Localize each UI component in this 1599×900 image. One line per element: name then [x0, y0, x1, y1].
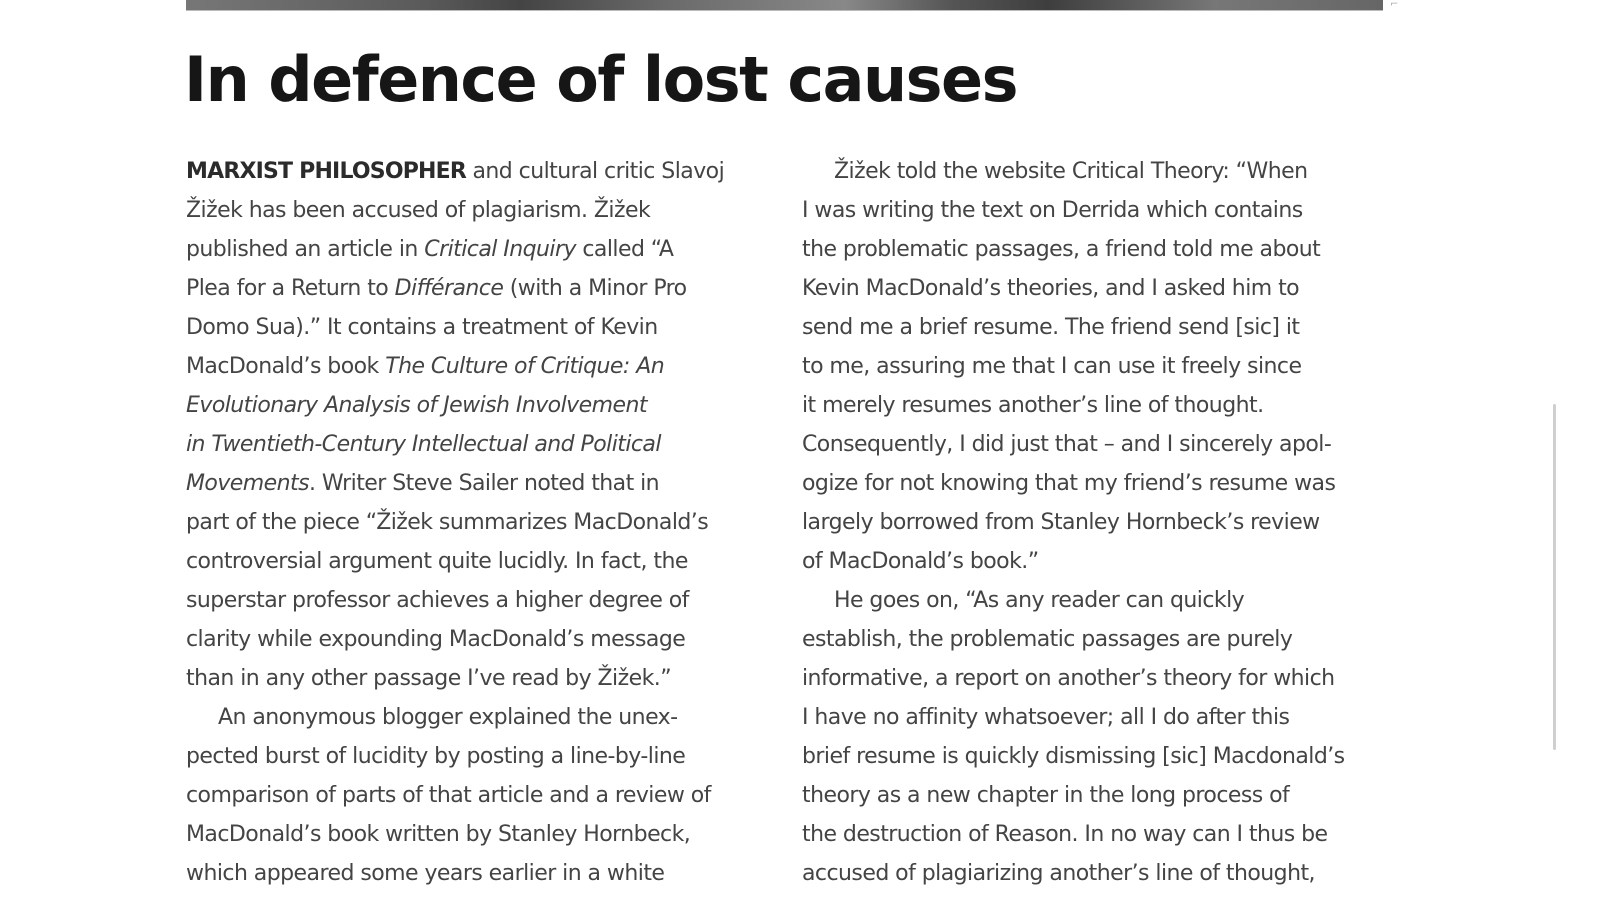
text-line [186, 581, 766, 620]
text-line [186, 698, 766, 737]
text-segment: theory as a new chapter in the long process of [802, 783, 1290, 808]
text-line [186, 347, 766, 386]
text-line [802, 776, 1392, 815]
scrollbar-thumb[interactable] [1553, 404, 1556, 750]
text-segment: part of the piece “Žižek summarizes MacDonald’s [186, 510, 709, 535]
text-segment: than in any other passage I’ve read by Žižek.” [186, 666, 672, 691]
italic-text: Evolutionary Analysis of Jewish Involvement [186, 393, 647, 418]
text-segment: send me a brief resume. The friend send [sic] it [802, 315, 1300, 340]
text-line [186, 542, 766, 581]
text-line [186, 386, 766, 425]
text-line [802, 425, 1392, 464]
text-segment: informative, a report on another’s theory for which [802, 666, 1335, 691]
italic-text: Critical Inquiry [424, 237, 576, 262]
text-line [802, 737, 1392, 776]
text-line [186, 503, 766, 542]
text-line [186, 152, 766, 191]
text-line [186, 269, 766, 308]
text-segment: published an article in [186, 237, 425, 262]
text-line [802, 191, 1392, 230]
text-line [802, 269, 1392, 308]
text-segment: clarity while expounding MacDonald’s message [186, 627, 686, 652]
text-segment: superstar professor achieves a higher degree of [186, 588, 689, 613]
text-line [802, 464, 1392, 503]
text-segment: Consequently, I did just that – and I sincerely apol- [802, 432, 1332, 457]
text-line [802, 698, 1392, 737]
text-line [802, 542, 1392, 581]
text-segment: establish, the problematic passages are purely [802, 627, 1293, 652]
text-segment: I have no affinity whatsoever; all I do after this [802, 705, 1290, 730]
text-line [802, 815, 1392, 854]
text-line [186, 659, 766, 698]
text-line [802, 347, 1392, 386]
text-line [802, 854, 1392, 893]
text-segment: comparison of parts of that article and a review of [186, 783, 711, 808]
text-segment: to me, assuring me that I can use it freely since [802, 354, 1302, 379]
text-segment: ogize for not knowing that my friend’s resume was [802, 471, 1336, 496]
text-line [186, 191, 766, 230]
text-segment: I was writing the text on Derrida which contains [802, 198, 1303, 223]
header-photo-edge [186, 0, 1383, 11]
text-line [802, 659, 1392, 698]
lead-in-text: MARXIST PHILOSOPHER [186, 159, 467, 184]
text-line [802, 620, 1392, 659]
text-line [802, 152, 1392, 191]
text-segment: called “A [575, 237, 674, 262]
text-line [802, 308, 1392, 347]
text-segment: the problematic passages, a friend told me about [802, 237, 1321, 262]
article-column-left [186, 152, 766, 893]
text-segment: Žižek has been accused of plagiarism. Žižek [186, 198, 651, 223]
text-line [186, 230, 766, 269]
text-line [802, 386, 1392, 425]
text-line [802, 503, 1392, 542]
italic-text: The Culture of Critique: An [385, 354, 665, 379]
text-segment: Žižek told the website Critical Theory: “When [834, 159, 1308, 184]
text-line [186, 737, 766, 776]
text-segment: Plea for a Return to [186, 276, 395, 301]
text-segment: Kevin MacDonald’s theories, and I asked him to [802, 276, 1300, 301]
text-line [186, 308, 766, 347]
text-line [802, 230, 1392, 269]
text-segment: An anonymous blogger explained the unex- [218, 705, 678, 730]
text-segment: of MacDonald’s book.” [802, 549, 1039, 574]
text-segment: the destruction of Reason. In no way can I thus be [802, 822, 1328, 847]
italic-text: in Twentieth-Century Intellectual and Political [186, 432, 661, 457]
text-segment: which appeared some years earlier in a white [186, 861, 665, 886]
text-segment: (with a Minor Pro [503, 276, 687, 301]
text-line [186, 425, 766, 464]
italic-text: Différance [394, 276, 504, 301]
text-line [186, 776, 766, 815]
text-segment: MacDonald’s book [186, 354, 386, 379]
article-headline: In defence of lost causes [184, 43, 1017, 116]
text-segment: accused of plagiarizing another’s line of thought, [802, 861, 1315, 886]
text-segment: He goes on, “As any reader can quickly [834, 588, 1245, 613]
text-line [186, 854, 766, 893]
text-segment: largely borrowed from Stanley Hornbeck’s review [802, 510, 1320, 535]
text-line [186, 464, 766, 503]
text-segment: Domo Sua).” It contains a treatment of Kevin [186, 315, 658, 340]
text-segment: . Writer Steve Sailer noted that in [309, 471, 660, 496]
italic-text: Movements [186, 471, 310, 496]
text-segment: brief resume is quickly dismissing [sic] Macdonald’s [802, 744, 1345, 769]
text-line [802, 581, 1392, 620]
text-line [186, 815, 766, 854]
text-segment: controversial argument quite lucidly. In fact, the [186, 549, 688, 574]
corner-crop-mark: ⌐ [1390, 0, 1399, 10]
text-segment: it merely resumes another’s line of thought. [802, 393, 1264, 418]
text-segment: MacDonald’s book written by Stanley Hornbeck, [186, 822, 691, 847]
article-column-right [802, 152, 1392, 893]
text-segment: pected burst of lucidity by posting a line-by-line [186, 744, 686, 769]
text-line [186, 620, 766, 659]
text-segment: and cultural critic Slavoj [466, 159, 725, 184]
